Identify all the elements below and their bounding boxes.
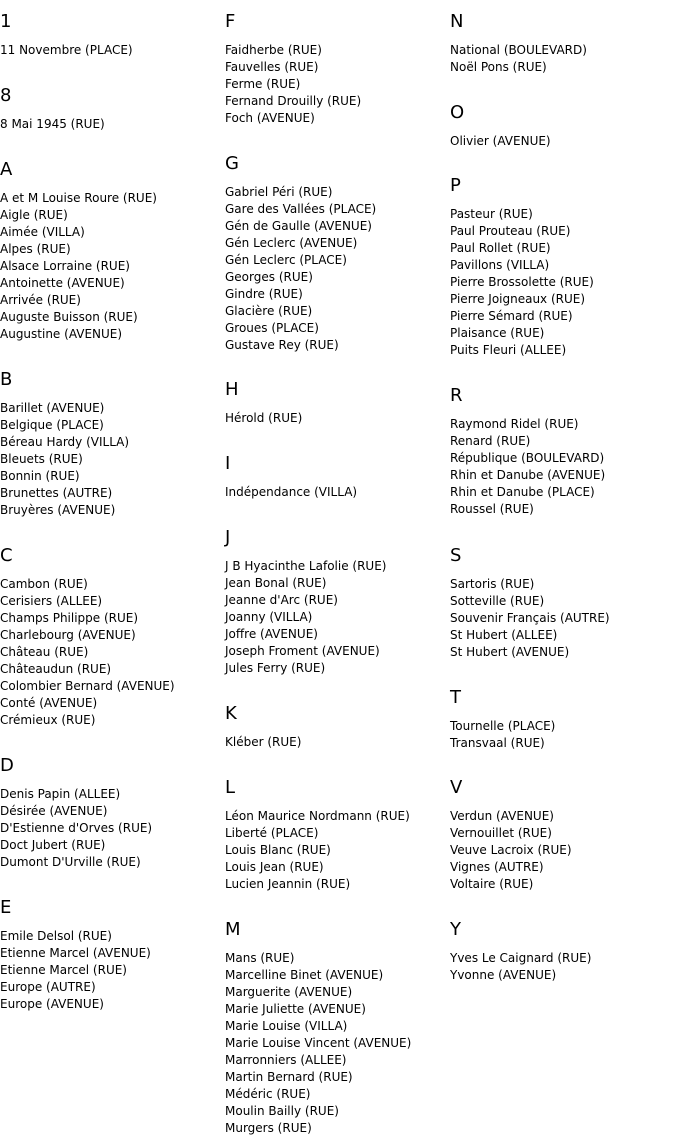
street-item: Marronniers (ALLEE) bbox=[225, 1053, 347, 1067]
letter-heading: V bbox=[450, 777, 463, 798]
street-item: Voltaire (RUE) bbox=[450, 877, 534, 891]
letter-section-d bbox=[0, 756, 152, 871]
letter-heading: R bbox=[450, 385, 463, 406]
street-item: Verdun (AVENUE) bbox=[450, 809, 554, 823]
street-list bbox=[450, 133, 551, 150]
street-item: Doct Jubert (RUE) bbox=[0, 838, 106, 852]
street-list bbox=[225, 808, 410, 893]
street-item: Kléber (RUE) bbox=[225, 735, 302, 749]
street-item: Mans (RUE) bbox=[225, 951, 295, 965]
letter-heading: P bbox=[450, 175, 461, 196]
street-item: Augustine (AVENUE) bbox=[0, 327, 123, 341]
street-item: Noël Pons (RUE) bbox=[450, 60, 547, 74]
letter-section-y bbox=[450, 920, 591, 984]
street-item: Transvaal (RUE) bbox=[450, 736, 545, 750]
letter-heading: K bbox=[225, 703, 237, 724]
street-item: Auguste Buisson (RUE) bbox=[0, 310, 138, 324]
street-list bbox=[0, 576, 175, 729]
street-item: Liberté (PLACE) bbox=[225, 826, 319, 840]
street-list bbox=[0, 116, 105, 133]
street-item: A et M Louise Roure (RUE) bbox=[0, 191, 157, 205]
letter-heading: T bbox=[450, 687, 461, 708]
street-item: Lucien Jeannin (RUE) bbox=[225, 877, 351, 891]
street-item: Pierre Brossolette (RUE) bbox=[450, 275, 594, 289]
street-item: Jules Ferry (RUE) bbox=[225, 661, 326, 675]
street-item: Ferme (RUE) bbox=[225, 77, 301, 91]
street-list bbox=[450, 950, 591, 984]
street-item: Puits Fleuri (ALLEE) bbox=[450, 343, 567, 357]
letter-section-g bbox=[225, 154, 376, 354]
street-item: Sartoris (RUE) bbox=[450, 577, 535, 591]
street-item: Marie Louise (VILLA) bbox=[225, 1019, 348, 1033]
street-item: Olivier (AVENUE) bbox=[450, 134, 551, 148]
letter-section-j bbox=[225, 528, 386, 677]
letter-section-c bbox=[0, 546, 175, 729]
letter-section-t bbox=[450, 688, 555, 752]
street-list bbox=[225, 734, 301, 751]
street-item: St Hubert (AVENUE) bbox=[450, 645, 570, 659]
street-item: Gén de Gaulle (AVENUE) bbox=[225, 219, 372, 233]
street-item: Fauvelles (RUE) bbox=[225, 60, 319, 74]
street-item: Alsace Lorraine (RUE) bbox=[0, 259, 130, 273]
letter-section-f bbox=[225, 12, 361, 127]
street-item: Hérold (RUE) bbox=[225, 411, 303, 425]
street-item: Pierre Sémard (RUE) bbox=[450, 309, 573, 323]
street-item: Conté (AVENUE) bbox=[0, 696, 98, 710]
street-item: Châteaudun (RUE) bbox=[0, 662, 112, 676]
street-item: Denis Papin (ALLEE) bbox=[0, 787, 121, 801]
street-item: Marie Juliette (AVENUE) bbox=[225, 1002, 366, 1016]
street-list bbox=[225, 184, 376, 354]
street-list bbox=[225, 410, 302, 427]
street-item: Martin Bernard (RUE) bbox=[225, 1070, 353, 1084]
street-item: Bleuets (RUE) bbox=[0, 452, 83, 466]
street-item: Sotteville (RUE) bbox=[450, 594, 545, 608]
letter-heading: 8 bbox=[0, 85, 12, 106]
street-item: Marcelline Binet (AVENUE) bbox=[225, 968, 384, 982]
street-list bbox=[0, 928, 151, 1013]
street-item: Bonnin (RUE) bbox=[0, 469, 80, 483]
street-item: Georges (RUE) bbox=[225, 270, 313, 284]
letter-heading: M bbox=[225, 919, 241, 940]
letter-heading: B bbox=[0, 369, 13, 390]
letter-section-r bbox=[450, 386, 605, 518]
letter-section-b bbox=[0, 370, 129, 519]
letter-heading: Y bbox=[450, 919, 461, 940]
letter-heading: F bbox=[225, 11, 236, 32]
letter-section-n bbox=[450, 12, 587, 76]
letter-heading: G bbox=[225, 153, 239, 174]
street-item: Vernouillet (RUE) bbox=[450, 826, 552, 840]
street-list bbox=[0, 42, 133, 59]
street-list bbox=[225, 484, 357, 501]
street-item: Aimée (VILLA) bbox=[0, 225, 85, 239]
street-item: National (BOULEVARD) bbox=[450, 43, 587, 57]
street-item: Raymond Ridel (RUE) bbox=[450, 417, 579, 431]
street-list bbox=[450, 206, 594, 359]
street-item: Léon Maurice Nordmann (RUE) bbox=[225, 809, 410, 823]
street-item: Jean Bonal (RUE) bbox=[225, 576, 327, 590]
street-item: Louis Jean (RUE) bbox=[225, 860, 324, 874]
street-item: Arrivée (RUE) bbox=[0, 293, 81, 307]
street-item: Renard (RUE) bbox=[450, 434, 531, 448]
street-list bbox=[0, 190, 157, 343]
street-item: Gare des Vallées (PLACE) bbox=[225, 202, 377, 216]
street-item: Gustave Rey (RUE) bbox=[225, 338, 339, 352]
letter-heading: H bbox=[225, 379, 239, 400]
letter-heading: D bbox=[0, 755, 14, 776]
street-list bbox=[450, 42, 587, 76]
street-item: Souvenir Français (AUTRE) bbox=[450, 611, 610, 625]
street-item: Emile Delsol (RUE) bbox=[0, 929, 112, 943]
street-item: Paul Prouteau (RUE) bbox=[450, 224, 571, 238]
street-item: Gén Leclerc (AVENUE) bbox=[225, 236, 358, 250]
letter-section-m bbox=[225, 920, 411, 1137]
street-item: Béreau Hardy (VILLA) bbox=[0, 435, 130, 449]
letter-section-8 bbox=[0, 86, 105, 133]
street-item: Jeanne d'Arc (RUE) bbox=[225, 593, 338, 607]
street-item: Paul Rollet (RUE) bbox=[450, 241, 551, 255]
street-item: Cambon (RUE) bbox=[0, 577, 88, 591]
letter-section-e bbox=[0, 898, 151, 1013]
street-list bbox=[450, 718, 555, 752]
letter-section-v bbox=[450, 778, 572, 893]
street-list bbox=[450, 808, 572, 893]
street-item: Rhin et Danube (PLACE) bbox=[450, 485, 595, 499]
street-item: Joanny (VILLA) bbox=[225, 610, 313, 624]
street-list bbox=[0, 786, 152, 871]
letter-section-p bbox=[450, 176, 594, 359]
street-item: Moulin Bailly (RUE) bbox=[225, 1104, 339, 1118]
letter-heading: C bbox=[0, 545, 13, 566]
street-item: Murgers (RUE) bbox=[225, 1121, 312, 1135]
street-item: Brunettes (AUTRE) bbox=[0, 486, 113, 500]
letter-section-h bbox=[225, 380, 302, 427]
letter-section-k bbox=[225, 704, 301, 751]
street-item: Bruyères (AVENUE) bbox=[0, 503, 116, 517]
street-item: Yvonne (AVENUE) bbox=[450, 968, 557, 982]
street-item: République (BOULEVARD) bbox=[450, 451, 605, 465]
street-item: Dumont D'Urville (RUE) bbox=[0, 855, 141, 869]
street-item: Rhin et Danube (AVENUE) bbox=[450, 468, 606, 482]
street-item: Europe (AVENUE) bbox=[0, 997, 104, 1011]
street-item: Pasteur (RUE) bbox=[450, 207, 533, 221]
street-item: Yves Le Caignard (RUE) bbox=[450, 951, 592, 965]
street-list bbox=[225, 950, 411, 1137]
street-item: Pavillons (VILLA) bbox=[450, 258, 550, 272]
street-item: Aigle (RUE) bbox=[0, 208, 68, 222]
letter-heading: S bbox=[450, 545, 462, 566]
street-item: Belgique (PLACE) bbox=[0, 418, 104, 432]
letter-section-o bbox=[450, 103, 551, 150]
letter-heading: J bbox=[225, 527, 231, 548]
letter-section-i bbox=[225, 454, 357, 501]
street-item: Désirée (AVENUE) bbox=[0, 804, 108, 818]
letter-section-s bbox=[450, 546, 610, 661]
street-item: Etienne Marcel (RUE) bbox=[0, 963, 127, 977]
street-item: Foch (AVENUE) bbox=[225, 111, 315, 125]
street-item: Crémieux (RUE) bbox=[0, 713, 96, 727]
street-item: St Hubert (ALLEE) bbox=[450, 628, 558, 642]
street-item: Colombier Bernard (AVENUE) bbox=[0, 679, 175, 693]
letter-heading: O bbox=[450, 102, 465, 123]
street-item: Barillet (AVENUE) bbox=[0, 401, 105, 415]
street-item: 8 Mai 1945 (RUE) bbox=[0, 117, 105, 131]
street-item: Veuve Lacroix (RUE) bbox=[450, 843, 572, 857]
street-item: Glacière (RUE) bbox=[225, 304, 313, 318]
letter-heading: 1 bbox=[0, 11, 12, 32]
street-list bbox=[0, 400, 129, 519]
street-item: Château (RUE) bbox=[0, 645, 89, 659]
street-item: Tournelle (PLACE) bbox=[450, 719, 556, 733]
letter-heading: N bbox=[450, 11, 464, 32]
street-item: Marguerite (AVENUE) bbox=[225, 985, 353, 999]
letter-heading: E bbox=[0, 897, 12, 918]
street-item: J B Hyacinthe Lafolie (RUE) bbox=[225, 559, 387, 573]
street-item: Gén Leclerc (PLACE) bbox=[225, 253, 347, 267]
street-item: 11 Novembre (PLACE) bbox=[0, 43, 133, 57]
street-item: Gindre (RUE) bbox=[225, 287, 303, 301]
street-item: Marie Louise Vincent (AVENUE) bbox=[225, 1036, 412, 1050]
letter-section-a bbox=[0, 160, 157, 343]
street-item: Indépendance (VILLA) bbox=[225, 485, 358, 499]
street-item: Champs Philippe (RUE) bbox=[0, 611, 139, 625]
street-item: Joffre (AVENUE) bbox=[225, 627, 318, 641]
street-item: Fernand Drouilly (RUE) bbox=[225, 94, 362, 108]
street-item: Pierre Joigneaux (RUE) bbox=[450, 292, 586, 306]
street-item: Joseph Froment (AVENUE) bbox=[225, 644, 380, 658]
street-item: Faidherbe (RUE) bbox=[225, 43, 322, 57]
street-item: Etienne Marcel (AVENUE) bbox=[0, 946, 151, 960]
street-item: Gabriel Péri (RUE) bbox=[225, 185, 333, 199]
street-item: D'Estienne d'Orves (RUE) bbox=[0, 821, 153, 835]
street-item: Charlebourg (AVENUE) bbox=[0, 628, 136, 642]
street-item: Europe (AUTRE) bbox=[0, 980, 96, 994]
street-list bbox=[450, 416, 605, 518]
street-item: Groues (PLACE) bbox=[225, 321, 319, 335]
street-list bbox=[225, 558, 386, 677]
street-item: Plaisance (RUE) bbox=[450, 326, 545, 340]
street-list bbox=[450, 576, 610, 661]
street-item: Alpes (RUE) bbox=[0, 242, 71, 256]
letter-heading: L bbox=[225, 777, 236, 798]
street-item: Roussel (RUE) bbox=[450, 502, 534, 516]
street-item: Cerisiers (ALLEE) bbox=[0, 594, 103, 608]
street-item: Médéric (RUE) bbox=[225, 1087, 311, 1101]
letter-heading: I bbox=[225, 453, 231, 474]
street-item: Vignes (AUTRE) bbox=[450, 860, 544, 874]
street-item: Antoinette (AVENUE) bbox=[0, 276, 125, 290]
street-list bbox=[225, 42, 361, 127]
letter-heading: A bbox=[0, 159, 13, 180]
street-item: Louis Blanc (RUE) bbox=[225, 843, 331, 857]
letter-section-l bbox=[225, 778, 410, 893]
letter-section-1 bbox=[0, 12, 133, 59]
